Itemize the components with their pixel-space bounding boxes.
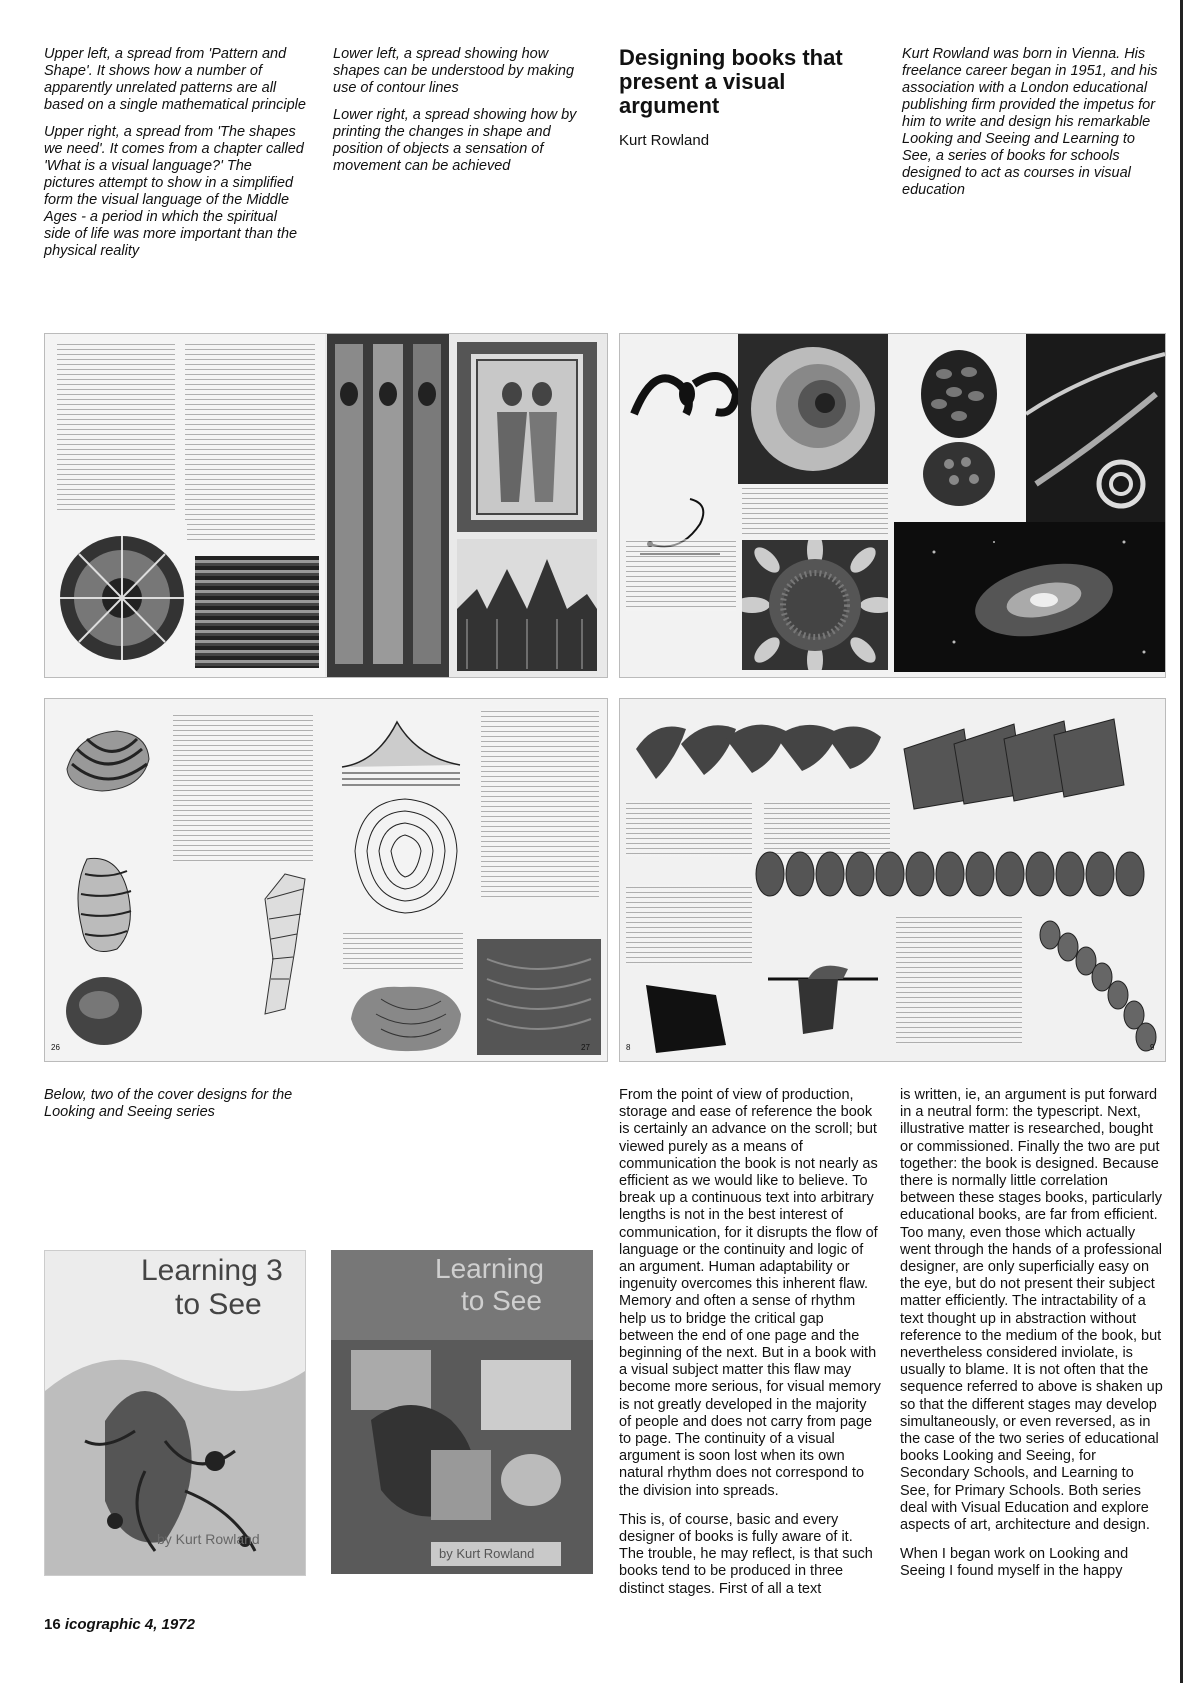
striped-stone-image bbox=[57, 719, 157, 799]
bouncing-disc-image bbox=[1030, 915, 1160, 1055]
wood-grain-image bbox=[477, 939, 601, 1055]
rolling-discs-image bbox=[750, 839, 1160, 909]
page-number: 27 bbox=[581, 1043, 590, 1052]
cathedral-exterior-image bbox=[457, 539, 597, 671]
spread-text-column bbox=[57, 342, 175, 514]
mountain-profile-image bbox=[337, 707, 465, 787]
page-number: 26 bbox=[51, 1043, 60, 1052]
spread-contour-lines bbox=[44, 698, 608, 1062]
spread-text-column bbox=[343, 931, 463, 971]
spread-shapes-we-need bbox=[44, 333, 608, 678]
cover-title-line2: to See bbox=[175, 1288, 262, 1321]
body-column-1 bbox=[619, 1087, 881, 1610]
page-number: 8 bbox=[626, 1043, 631, 1052]
pine-cone-image bbox=[894, 334, 1024, 514]
spread-movement bbox=[619, 698, 1166, 1062]
article-heading bbox=[619, 46, 849, 149]
leg-contour-image bbox=[225, 869, 325, 1019]
page-footer bbox=[44, 1616, 195, 1633]
rose-window-image bbox=[57, 522, 187, 670]
body-paragraph: This is, of course, basic and every designer of books is fully aware of it. The trouble, he may reflect, is that such books tend to be produced in three distinct stages. First of all a text bbox=[619, 1511, 873, 1597]
contoured-shape-image bbox=[57, 849, 157, 959]
ram-horn-image bbox=[624, 354, 744, 434]
caption-covers: Below, two of the cover designs for the Looking and Seeing series bbox=[44, 1087, 293, 1120]
spread-text-column bbox=[896, 915, 1022, 1045]
spiral-galaxy-image bbox=[894, 522, 1165, 672]
cover-title-line1: Learning bbox=[435, 1253, 544, 1284]
body-paragraph: From the point of view of production, storage and ease of reference the book is certainly an advance on the scroll; but viewed purely as a means of communication the book is not nearly as efficient as we would like to believe. To break up a continuous text into arbitrary lengths is not in the best interest of communication, for it disrupts the flow of language or the continuity and logic of an argument. Human adaptability or ingenuity overcomes this inherent flaw. Memory and often a sense of rhythm help us to bridge the critical gap between the end of one page and the beginning of the next. But in a book with a visual subject matter this flaw may become more serious, for visual memory is not greatly developed in the majority of people and does not carry from page to page. The continuity of a visual argument is soon lost when its own natural rhythm does not correspond to the division into spreads. bbox=[619, 1087, 881, 1499]
page-edge bbox=[1180, 0, 1183, 1683]
page-number: 16 bbox=[44, 1616, 61, 1633]
waving-shapes-image bbox=[894, 709, 1156, 819]
spread-text-column bbox=[626, 539, 736, 611]
cover-learning-to-see-3 bbox=[44, 1250, 306, 1576]
caption-upper-left: Upper left, a spread from 'Pattern and Shape'. It shows how a number of apparently unrelated patterns are all based on a single mathematical principle bbox=[44, 46, 306, 113]
caption-lower-right: Lower right, a spread showing how by printing the changes in shape and position of objects a sensation of movement can be achieved bbox=[333, 107, 577, 174]
cloth-falling-image bbox=[626, 965, 752, 1055]
spread-text-column bbox=[742, 486, 888, 534]
article-author: Kurt Rowland bbox=[619, 132, 710, 149]
page-number: 9 bbox=[1150, 1043, 1155, 1052]
fern-frond-image bbox=[1026, 334, 1165, 540]
wood-block-shape-image bbox=[341, 979, 471, 1057]
spread-text-column bbox=[481, 709, 599, 899]
body-paragraph: is written, ie, an argument is put forward in a neutral form: the typescript. Next, illustrative matter is researched, bought or commissioned. Finally the two are put together: the book is designed. Because there is normally little correlation between these stages books, particularly educational books, are far from efficient. Too many, even those which actually went through the hands of a professional designer, are only superficially easy on the eye, but do not present their subject matter efficiently. The intractability of a text thought up in abstraction without reference to the medium of the book, but nevertheless considered inviolate, is usually to blame. It is not often that the sequence referred to above is shaken up so that the different stages may develop simultaneously, or even reversed, as in the case of the two series of educational books Looking and Seeing, for Secondary Schools, and Learning to See, for Primary Schools. Both series deal with Visual Education and explore aspects of art, architecture and design. bbox=[900, 1087, 1163, 1534]
caption-upper-right: Upper right, a spread from 'The shapes we need'. It comes from a chapter called 'What is a visual language?' The pictures attempt to show in a simplified form the visual language of the Middle Ages - a period in which the spiritual side of life was more important than the physical reality bbox=[44, 124, 304, 259]
spread-text-column bbox=[626, 885, 752, 965]
author-bio: Kurt Rowland was born in Vienna. His freelance career began in 1951, and his association with a London educational publishing firm provided the impetus for him to write and design his remarkable Looking and Seeing and Learning to See, a series of books for schools designed to act as courses in visual education bbox=[902, 46, 1158, 198]
cover-author-credit: by Kurt Rowland bbox=[157, 1531, 260, 1547]
spread-text-column bbox=[626, 801, 752, 857]
spread-text-column bbox=[185, 342, 315, 542]
moving-shapes-image bbox=[626, 709, 886, 789]
body-paragraph: When I began work on Looking and Seeing I found myself in the happy bbox=[900, 1546, 1129, 1580]
cover-title-line2: to See bbox=[461, 1285, 542, 1316]
publication-name: icographic 4, 1972 bbox=[64, 1616, 195, 1633]
cover-title-line1: Learning 3 bbox=[141, 1254, 283, 1287]
rounded-stone-image bbox=[59, 971, 149, 1051]
cover-author-credit: by Kurt Rowland bbox=[439, 1546, 535, 1561]
contour-map-image bbox=[345, 791, 465, 921]
cathedral-statues-image bbox=[327, 334, 449, 677]
spread-text-column bbox=[173, 713, 313, 863]
illuminated-figures-image bbox=[457, 342, 597, 532]
manuscript-script-image bbox=[195, 556, 319, 668]
body-column-2 bbox=[900, 1087, 1164, 1593]
spread-pattern-and-shape bbox=[619, 333, 1166, 678]
flag-movement-image bbox=[758, 949, 888, 1049]
caption-lower bbox=[333, 46, 585, 185]
caption-lower-left: Lower left, a spread showing how shapes can be understood by making use of contour lines bbox=[333, 46, 575, 96]
caption-upper bbox=[44, 46, 306, 270]
sunflower-head-image bbox=[742, 540, 888, 670]
article-title: Designing books that present a visual argument bbox=[619, 45, 843, 118]
cover-learning-to-see bbox=[331, 1250, 593, 1574]
shell-spiral-image bbox=[738, 334, 888, 484]
